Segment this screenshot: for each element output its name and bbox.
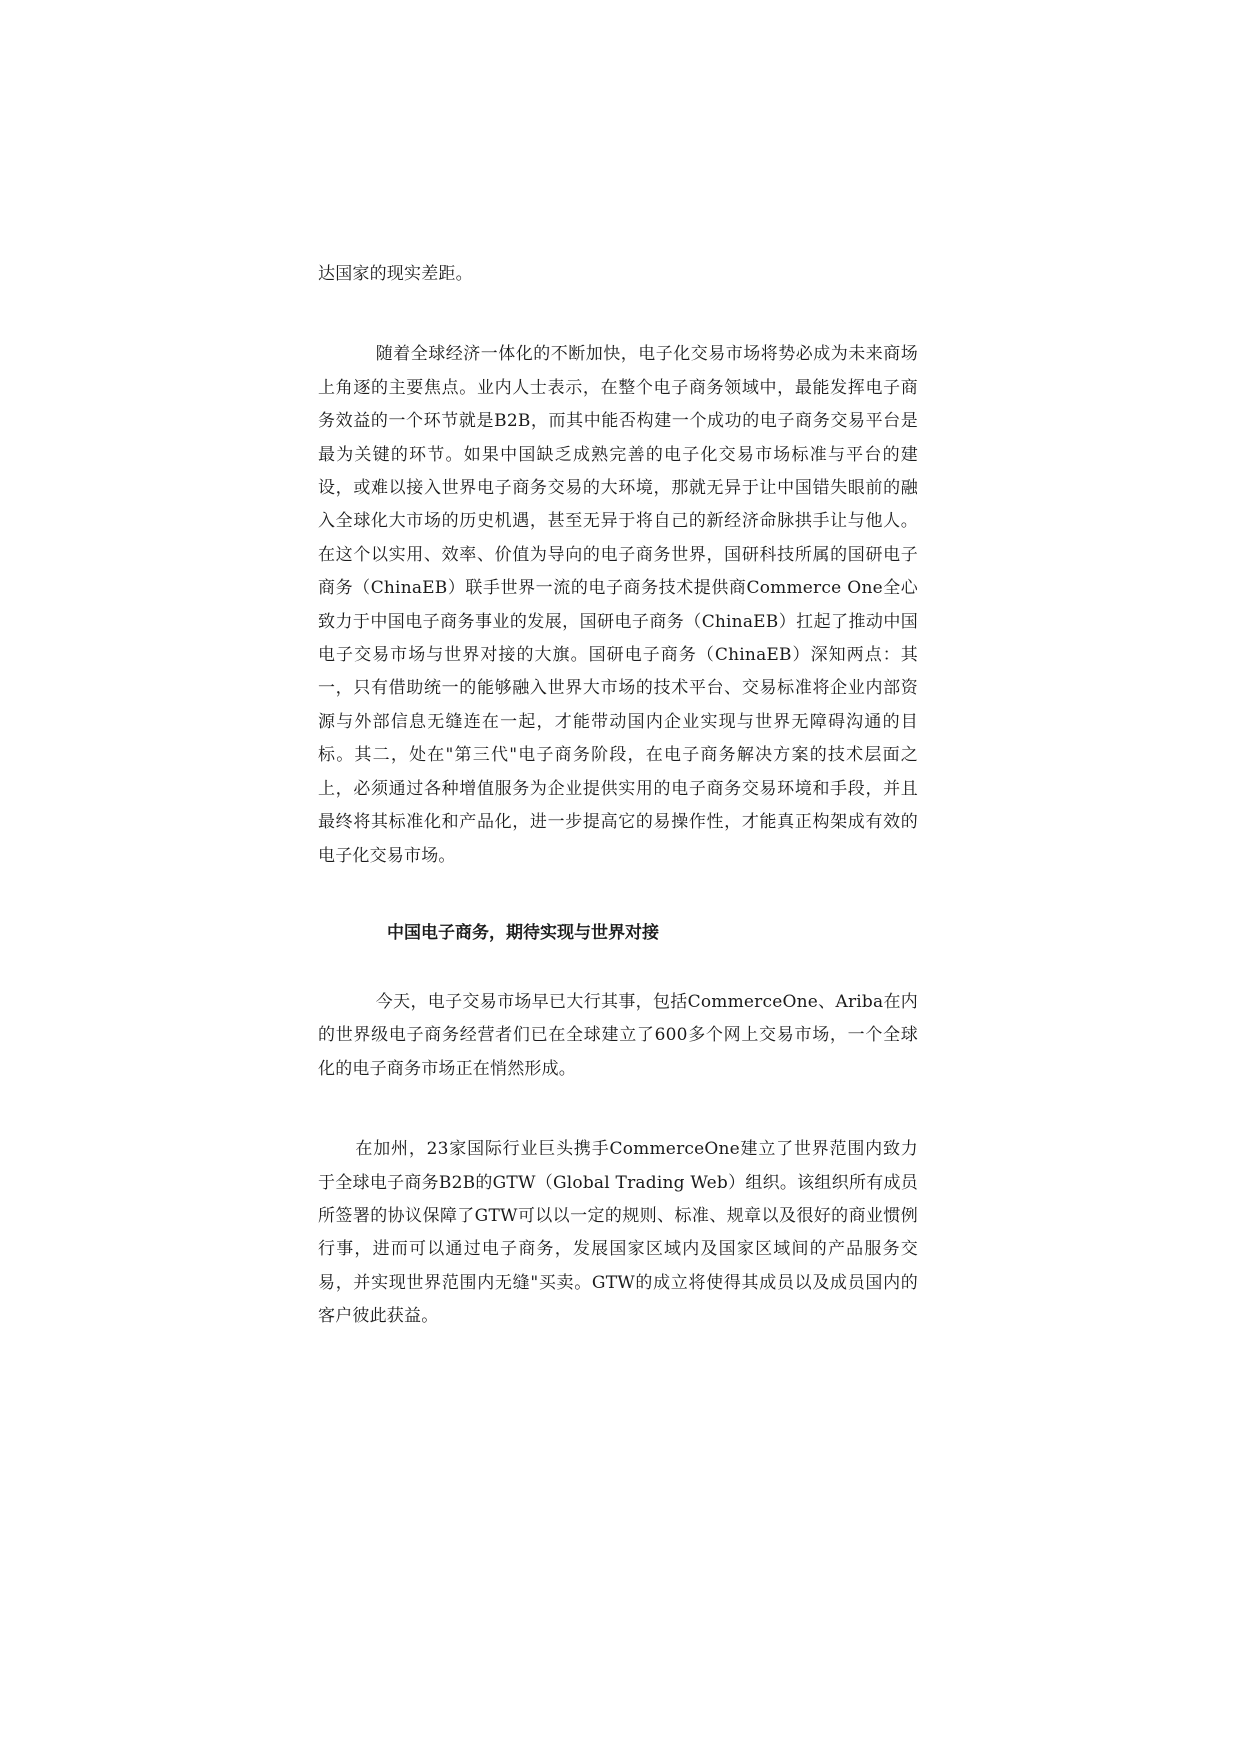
paragraph-intro: 随着全球经济一体化的不断加快，电子化交易市场将势必成为未来商场上角逐的主要焦点。业内人士表示，在整个电子商务领域中，最能发挥电子商务效益的一个环节就是B2B，而其中能否构建一个成功的电子商务交易平台是最为关键的环节。如果中国缺乏成熟完善的电子化交易市场标准与平台的建设，或难以接入世界电子商务交易的大环境，那就无异于让中国错失眼前的融入全球化大市场的历史机遇，甚至无异于将自己的新经济命脉拱手让与他人。在这个以实用、效率、价值为导向的电子商务世界，国研科技所属的国研电子商务（ChinaEB）联手世界一流的电子商务技术提供商Commerce One全心致力于中国电子商务事业的发展，国研电子商务（ChinaEB）扛起了推动中国电子交易市场与世界对接的大旗。国研电子商务（ChinaEB）深知两点：其一，只有借助统一的能够融入世界大市场的技术平台、交易标准将企业内部资源与外部信息无缝连在一起，才能带动国内企业实现与世界无障碍沟通的目标。其二，处在"第三代"电子商务阶段，在电子商务解决方案的技术层面之上，必须通过各种增值服务为企业提供实用的电子商务交易环境和手段，并且最终将其标准化和产品化，进一步提高它的易操作性，才能真正构架成有效的电子化交易市场。 (318, 344, 918, 866)
section-heading: 中国电子商务，期待实现与世界对接 (387, 922, 659, 943)
paragraph-market: 今天，电子交易市场早已大行其事，包括CommerceOne、Ariba在内的世界级电子商务经营者们已在全球建立了600多个网上交易市场，一个全球化的电子商务市场正在悄然形成。 (318, 991, 918, 1079)
document-page (318, 258, 918, 1334)
paragraph-gtw: 在加州，23家国际行业巨头携手CommerceOne建立了世界范围内致力于全球电子商务B2B的GTW（Global Trading Web）组织。该组织所有成员所签署的协议保障了GTW可以以一定的规则、标准、规章以及很好的商业惯例行事，进而可以通过电子商务，发展国家区域内及国家区域间的产品服务交易，并实现世界范围内无缝"买卖。GTW的成立将使得其成员以及成员国内的客户彼此获益。 (318, 1139, 918, 1327)
paragraph-continuation: 达国家的现实差距。 (318, 264, 473, 284)
